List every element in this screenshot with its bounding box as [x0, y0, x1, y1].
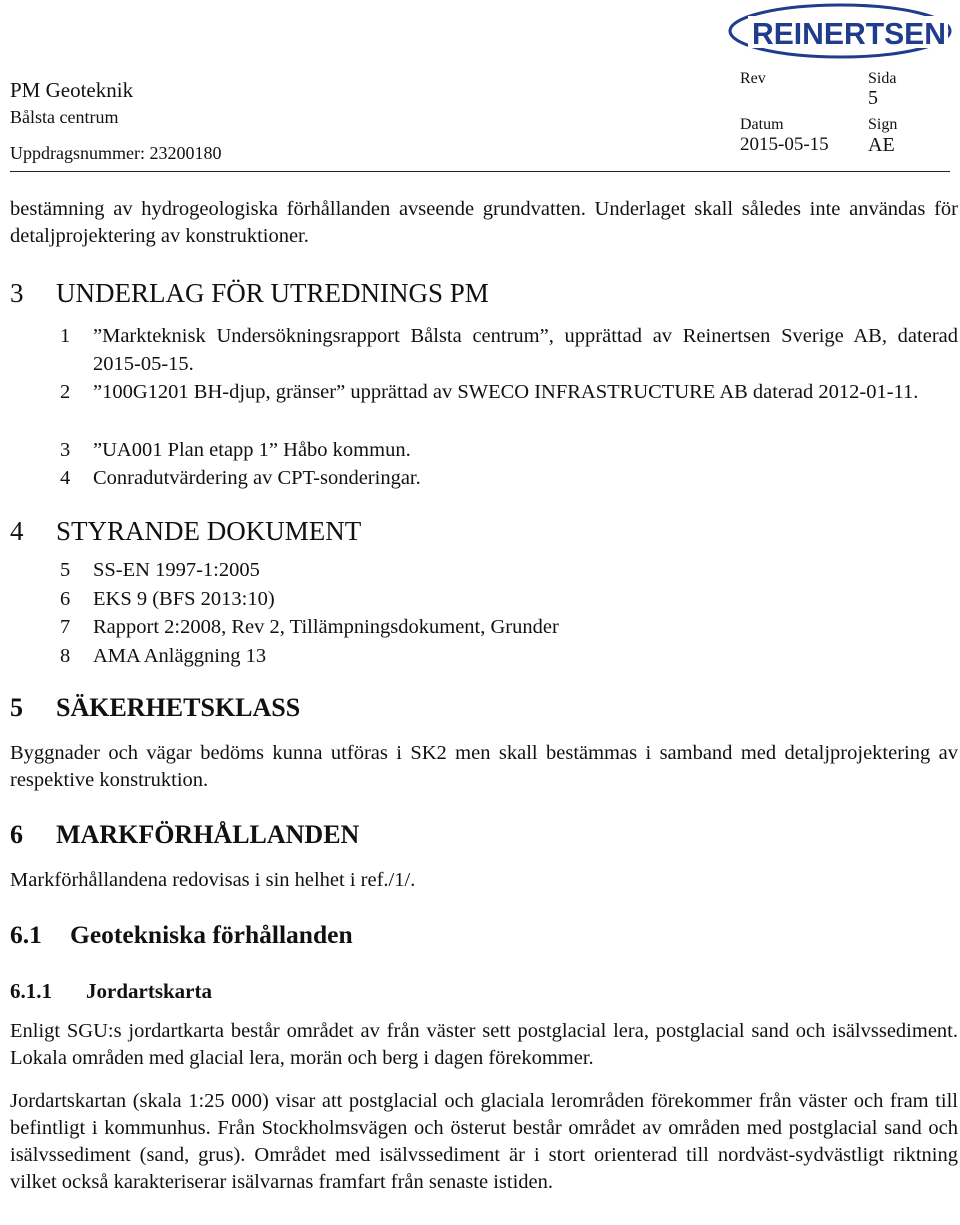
sign-label: Sign [868, 116, 898, 133]
reference-number: 4 [60, 467, 71, 489]
date-value: 2015-05-15 [740, 134, 829, 155]
project-number: Uppdragsnummer: 23200180 [10, 143, 222, 163]
reference-number: 8 [60, 645, 71, 667]
section-number: 5 [10, 693, 23, 722]
reference-item [60, 613, 958, 641]
reference-item [60, 378, 958, 406]
reference-item [60, 642, 958, 670]
section-6-1-heading [10, 920, 353, 950]
reinertsen-logo [728, 2, 952, 60]
section-4-heading [10, 516, 361, 547]
reference-text: SS-EN 1997-1:2005 [93, 559, 260, 581]
reference-item [60, 436, 958, 464]
section-number: 3 [10, 278, 24, 308]
sign-value: AE [868, 134, 895, 156]
reference-text: ”Markteknisk Undersökningsrapport Bålsta centrum”, upprättad av Reinertsen Sverige AB, daterad 2015-05-15. [93, 325, 958, 375]
page-label: Sida [868, 70, 897, 87]
page-number: 5 [868, 87, 878, 109]
section-title: SÄKERHETSKLASS [56, 693, 301, 722]
date-label: Datum [740, 116, 784, 133]
section-6-1-1-paragraph-1: Enligt SGU:s jordartkarta består området av från väster sett postglacial lera, postglacial sand och isälvssediment. Lokala områden med glacial lera, morän och berg i dagen förekommer. [10, 1020, 958, 1069]
reference-text: EKS 9 (BFS 2013:10) [93, 588, 275, 610]
section-title: UNDERLAG FÖR UTREDNINGS PM [56, 278, 489, 308]
reference-text: ”UA001 Plan etapp 1” Håbo kommun. [93, 439, 411, 461]
header-divider [10, 171, 950, 172]
reference-number: 1 [60, 325, 71, 347]
reference-text: Conradutvärdering av CPT-sonderingar. [93, 467, 421, 489]
section-5-heading [10, 693, 300, 723]
section-6-heading [10, 820, 359, 850]
section-6-1-1-paragraph-2: Jordartskartan (skala 1:25 000) visar att postglacial och glaciala lerområden förekommer från väster och fram till befintligt i kommunhus. Från Stockholmsvägen och österut består området av områden med postglacial sand och isälvssediment (sand, grus). Området med isälvssediment är i stort orienterad till nordväst-sydvästligt riktning vilket också karakteriserar isälvarnas framfart från senaste istiden. [10, 1090, 958, 1193]
rev-label: Rev [740, 70, 766, 87]
reference-text: ”100G1201 BH-djup, gränser” upprättad av SWECO INFRASTRUCTURE AB daterad 2012-01-11. [93, 381, 919, 403]
reference-item [60, 322, 958, 378]
reference-item [60, 585, 958, 613]
logo-text: REINERTSEN [752, 16, 946, 51]
reference-number: 2 [60, 381, 71, 403]
reference-item [60, 464, 958, 492]
section-6-1-1-heading [10, 979, 212, 1004]
section-6-paragraph: Markförhållandena redovisas i sin helhet i ref./1/. [10, 869, 416, 891]
section-number: 6 [10, 820, 23, 849]
section-5-paragraph: Byggnader och vägar bedöms kunna utföras i SK2 men skall bestämmas i samband med detaljprojektering av respektive konstruktion. [10, 742, 958, 791]
reference-number: 3 [60, 439, 71, 461]
section-title: MARKFÖRHÅLLANDEN [56, 820, 360, 849]
reference-text: Rapport 2:2008, Rev 2, Tillämpningsdokument, Grunder [93, 616, 559, 638]
reference-number: 5 [60, 559, 71, 581]
document-title: PM Geoteknik [10, 78, 134, 102]
document-location: Bålsta centrum [10, 107, 119, 127]
reference-item [60, 556, 958, 584]
section-number: 6.1 [10, 920, 42, 949]
reference-number: 6 [60, 588, 71, 610]
section-title: Geotekniska förhållanden [70, 920, 353, 949]
section-number: 6.1.1 [10, 979, 52, 1003]
intro-paragraph: bestämning av hydrogeologiska förhållanden avseende grundvatten. Underlaget skall således inte användas för detaljprojektering av konstruktioner. [10, 198, 958, 247]
reference-number: 7 [60, 616, 71, 638]
section-title: Jordartskarta [86, 979, 212, 1003]
section-3-heading [10, 278, 489, 309]
section-title: STYRANDE DOKUMENT [56, 516, 362, 546]
reference-text: AMA Anläggning 13 [93, 645, 267, 667]
section-number: 4 [10, 516, 24, 546]
